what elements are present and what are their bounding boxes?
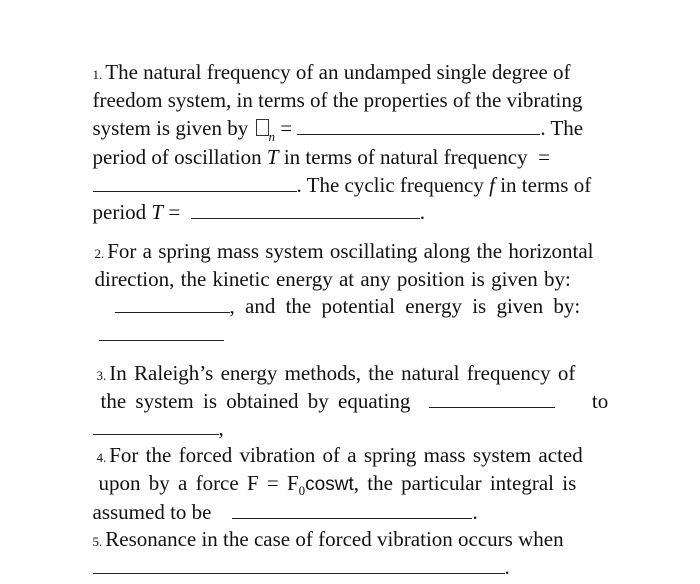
q4-text-3: assumed to be bbox=[92, 500, 212, 524]
q3-blank-1[interactable] bbox=[429, 388, 555, 408]
q1-subscript-n: n bbox=[268, 129, 275, 144]
q1-var-T2: T bbox=[151, 200, 164, 224]
q5-text-1: Resonance in the case of forced vibration occurs when bbox=[105, 527, 564, 551]
q1-text-3: system is given by bbox=[92, 116, 249, 140]
q1-number: 1. bbox=[92, 67, 103, 82]
q1-equals-2: = bbox=[538, 145, 550, 169]
q3-number: 3. bbox=[96, 368, 107, 383]
q1-var-T: T bbox=[266, 145, 279, 169]
q1-text-4a: period of oscillation bbox=[92, 145, 262, 169]
q4-subscript-0: 0 bbox=[298, 483, 306, 498]
q3-text-1: In Raleigh’s energy methods, the natural frequency of bbox=[109, 361, 576, 385]
q1-text-3-end: . The bbox=[540, 116, 584, 140]
q5-text-2-end: . bbox=[504, 555, 510, 579]
q2-text-1: For a spring mass system oscillating along the horizontal bbox=[107, 239, 594, 263]
q1-text-6a: period bbox=[92, 200, 147, 224]
q3-text-3-end: , bbox=[218, 416, 224, 440]
q1-text-1: The natural frequency of an undamped single degree of bbox=[105, 60, 571, 84]
q1-text-5c: in terms of bbox=[500, 173, 592, 197]
q1-text-2: freedom system, in terms of the properties of the vibrating bbox=[92, 88, 583, 112]
q1-text-6-end: . bbox=[419, 200, 425, 224]
q4-number: 4. bbox=[96, 450, 107, 465]
q4-text-2a: upon by a force F = F bbox=[98, 471, 299, 495]
q1-equals-3: = bbox=[168, 200, 181, 224]
q1-equals-1: = bbox=[280, 116, 293, 140]
q5-line-2 bbox=[82, 528, 510, 580]
q3-text-2a: the system is obtained by equating bbox=[100, 389, 411, 413]
q5-blank-1[interactable] bbox=[93, 554, 505, 574]
q4-text-2b: , the particular integral is bbox=[353, 471, 577, 495]
q5-number: 5. bbox=[92, 534, 103, 549]
q4-text-3-end: . bbox=[472, 500, 478, 524]
q4-cos-term: coswt bbox=[305, 474, 354, 495]
q3-text-2b: to bbox=[591, 389, 609, 413]
q1-text-4b: in terms of natural frequency bbox=[283, 145, 528, 169]
q2-number: 2. bbox=[94, 246, 105, 261]
q2-text-3: , and the potential energy is given by: bbox=[229, 294, 581, 318]
q2-text-2: direction, the kinetic energy at any position is given by: bbox=[94, 267, 571, 291]
q4-text-1: For the forced vibration of a spring mass system acted bbox=[109, 443, 583, 467]
q1-var-f: f bbox=[489, 173, 495, 197]
q1-text-5b: . The cyclic frequency bbox=[296, 173, 484, 197]
